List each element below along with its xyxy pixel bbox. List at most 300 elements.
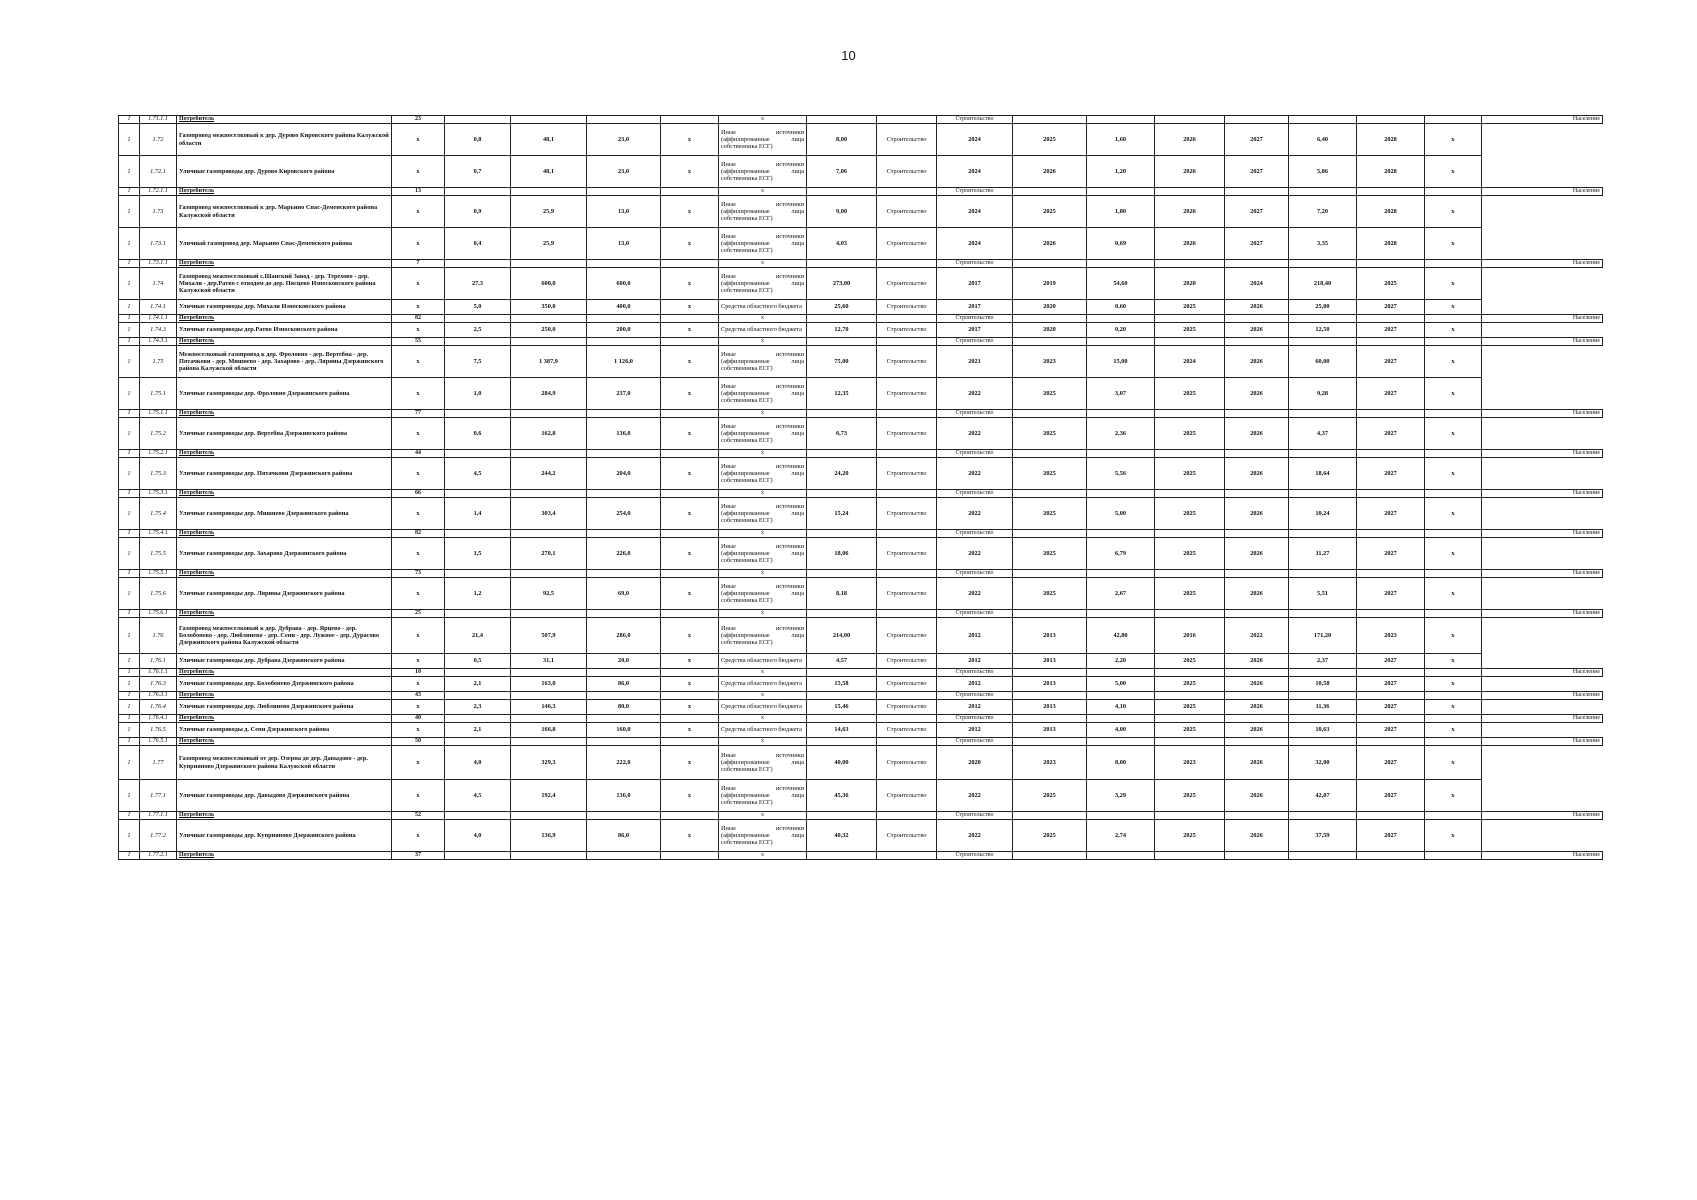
row-number: 1.72 xyxy=(140,124,177,156)
value-cell: 146,3 xyxy=(511,700,587,715)
value-cell: 2025 xyxy=(1013,458,1087,490)
table-cell xyxy=(661,692,719,700)
table-cell xyxy=(1225,490,1289,498)
value-cell: 2,67 xyxy=(1087,578,1155,610)
table-cell xyxy=(1013,610,1087,618)
value-cell: 2025 xyxy=(1155,538,1225,570)
table-cell xyxy=(445,530,511,538)
table-cell xyxy=(511,738,587,746)
table-cell xyxy=(445,692,511,700)
value-cell: 80,0 xyxy=(587,700,661,715)
table-cell xyxy=(807,410,877,418)
value-cell: 2025 xyxy=(1155,780,1225,812)
table-cell xyxy=(1425,812,1482,820)
value-cell: x xyxy=(1425,780,1482,812)
row-number: 1.76.3.1 xyxy=(140,692,177,700)
value-cell: x xyxy=(661,156,719,188)
value-cell: 4,0 xyxy=(445,746,511,780)
table-cell xyxy=(1013,188,1087,196)
value-cell: 2026 xyxy=(1225,498,1289,530)
level-cell: 1 xyxy=(119,418,140,450)
table-cell xyxy=(877,260,937,268)
value-cell: 2025 xyxy=(1155,723,1225,738)
object-name: Газопровод межпоселковый к дер. Дурово Кировского района Калужской области xyxy=(177,124,392,156)
table-cell xyxy=(511,490,587,498)
value-cell: 286,0 xyxy=(587,618,661,654)
table-row xyxy=(119,300,1603,315)
value-cell: 2027 xyxy=(1357,346,1425,378)
table-cell xyxy=(1013,692,1087,700)
cost-cell: 8,00 xyxy=(807,124,877,156)
level-cell: 1 xyxy=(119,458,140,490)
value-cell: 163,0 xyxy=(511,677,587,692)
table-cell xyxy=(1013,410,1087,418)
value-cell: x xyxy=(392,654,445,669)
table-cell xyxy=(1357,410,1425,418)
table-cell xyxy=(445,669,511,677)
value-cell: 2027 xyxy=(1225,124,1289,156)
object-name: Уличные газопроводы дер. Пятачкови Дзержинского района xyxy=(177,458,392,490)
value-cell: 21,4 xyxy=(445,618,511,654)
table-cell xyxy=(877,669,937,677)
work-type: Строительство xyxy=(877,700,937,715)
funding-source: Иные источники (аффилированные лица собственника ЕСГ) xyxy=(719,346,807,378)
population-label: Население xyxy=(1482,450,1603,458)
value-cell: x xyxy=(1425,196,1482,228)
object-name: Уличные газопроводы дер. Мишнево Дзержинского района xyxy=(177,498,392,530)
value-cell: 2,1 xyxy=(445,723,511,738)
value-cell: 86,0 xyxy=(587,820,661,852)
value-cell: x xyxy=(392,458,445,490)
table-cell xyxy=(511,410,587,418)
consumer-label: Потребитель xyxy=(177,530,392,538)
object-name: Уличные газопроводы дер. Вертебна Дзержинского района xyxy=(177,418,392,450)
value-cell: 12,50 xyxy=(1289,323,1357,338)
value-cell: 0,20 xyxy=(1087,323,1155,338)
table-cell xyxy=(587,450,661,458)
table-cell xyxy=(1155,669,1225,677)
value-cell: 2025 xyxy=(1013,820,1087,852)
level-cell: 1 xyxy=(119,378,140,410)
row-number: 1.75.3 xyxy=(140,458,177,490)
table-cell xyxy=(1357,715,1425,723)
table-cell xyxy=(807,570,877,578)
value-cell: 2026 xyxy=(1225,820,1289,852)
table-cell xyxy=(807,692,877,700)
consumer-row xyxy=(119,669,1603,677)
object-name: Уличные газопроводы д. Сени Дзержинского района xyxy=(177,723,392,738)
work-type: Строительство xyxy=(877,196,937,228)
value-cell: 136,0 xyxy=(587,418,661,450)
object-name: Уличные газопроводы дер. Лярины Дзержинского района xyxy=(177,578,392,610)
table-cell xyxy=(1087,852,1155,860)
value-cell: 25,9 xyxy=(511,228,587,260)
value-cell: 2026 xyxy=(1013,156,1087,188)
row-number: 1.71.1.1 xyxy=(140,116,177,124)
table-cell xyxy=(1357,338,1425,346)
consumer-row xyxy=(119,812,1603,820)
cost-cell: 214,00 xyxy=(807,618,877,654)
table-cell xyxy=(1087,530,1155,538)
row-number: 1.72.1.1 xyxy=(140,188,177,196)
table-row xyxy=(119,618,1603,654)
table-cell xyxy=(1357,669,1425,677)
funding-source: Средства областного бюджета xyxy=(719,323,807,338)
table-row xyxy=(119,228,1603,260)
cost-cell: 4,57 xyxy=(807,654,877,669)
table-cell xyxy=(1425,715,1482,723)
table-cell xyxy=(1155,570,1225,578)
table-cell xyxy=(587,530,661,538)
table-cell xyxy=(1225,315,1289,323)
level-cell: 1 xyxy=(119,692,140,700)
level-cell: 1 xyxy=(119,610,140,618)
population-label: Население xyxy=(1482,530,1603,538)
row-number: 1.75.6.1 xyxy=(140,610,177,618)
value-cell: 2025 xyxy=(1013,124,1087,156)
table-cell xyxy=(1289,715,1357,723)
work-type: Строительство xyxy=(877,300,937,315)
value-cell: 136,9 xyxy=(511,820,587,852)
value-cell: x xyxy=(1425,458,1482,490)
table-cell xyxy=(1155,260,1225,268)
value-cell: 2025 xyxy=(1155,700,1225,715)
work-type: Строительство xyxy=(937,315,1013,323)
table-cell xyxy=(1155,852,1225,860)
value-cell: 0,8 xyxy=(445,124,511,156)
table-cell xyxy=(1289,116,1357,124)
row-number: 1.77.2 xyxy=(140,820,177,852)
value-cell: 2017 xyxy=(937,300,1013,315)
object-name: Газопровод межпоселковый с.Шанский Завод - дер. Терехово - дер. Михали - дер.Ратво с отводом до дер. Пясцево Износковского района Калужской области xyxy=(177,268,392,300)
value-cell: x xyxy=(1425,228,1482,260)
value-cell: 2020 xyxy=(1013,323,1087,338)
row-number: 1.77.1.1 xyxy=(140,812,177,820)
value-cell: 329,3 xyxy=(511,746,587,780)
work-type: Строительство xyxy=(877,677,937,692)
funding-source: Средства областного бюджета xyxy=(719,300,807,315)
funding-source: Иные источники (аффилированные лица собственника ЕСГ) xyxy=(719,820,807,852)
table-cell xyxy=(1289,852,1357,860)
table-row xyxy=(119,723,1603,738)
value-cell: 2020 xyxy=(1013,300,1087,315)
object-name: Уличные газопроводы дер. Болобонево Дзержинского района xyxy=(177,677,392,692)
table-cell xyxy=(587,669,661,677)
value-cell: 244,2 xyxy=(511,458,587,490)
table-cell xyxy=(1425,450,1482,458)
consumer-row xyxy=(119,610,1603,618)
work-type: Строительство xyxy=(877,418,937,450)
value-cell: 2023 xyxy=(1013,346,1087,378)
value-cell: 4,10 xyxy=(1087,700,1155,715)
value-cell: 2027 xyxy=(1357,820,1425,852)
value-cell: 5,00 xyxy=(1087,498,1155,530)
table-cell xyxy=(445,410,511,418)
table-cell xyxy=(877,338,937,346)
value-cell: 25,9 xyxy=(511,196,587,228)
table-cell xyxy=(1013,116,1087,124)
table-row xyxy=(119,820,1603,852)
consumer-label: Потребитель xyxy=(177,315,392,323)
funding-source: Иные источники (аффилированные лица собственника ЕСГ) xyxy=(719,156,807,188)
value-cell: 507,9 xyxy=(511,618,587,654)
work-type: Строительство xyxy=(877,228,937,260)
value-cell: x xyxy=(392,700,445,715)
level-cell: 1 xyxy=(119,498,140,530)
value-cell: 42,07 xyxy=(1289,780,1357,812)
value-cell: 1 126,0 xyxy=(587,346,661,378)
table-cell xyxy=(661,410,719,418)
value-cell: 192,4 xyxy=(511,780,587,812)
value-cell: 136,0 xyxy=(587,780,661,812)
level-cell: 1 xyxy=(119,677,140,692)
level-cell: 1 xyxy=(119,538,140,570)
value-cell: 7,20 xyxy=(1289,196,1357,228)
table-cell xyxy=(511,530,587,538)
value-cell: x xyxy=(719,450,807,458)
value-cell: 48,1 xyxy=(511,124,587,156)
table-cell xyxy=(445,852,511,860)
value-cell: 2028 xyxy=(1357,156,1425,188)
table-cell xyxy=(1013,315,1087,323)
value-cell: x xyxy=(661,538,719,570)
table-cell xyxy=(587,188,661,196)
table-cell xyxy=(807,450,877,458)
table-row xyxy=(119,780,1603,812)
value-cell: 31,1 xyxy=(511,654,587,669)
value-cell: x xyxy=(1425,538,1482,570)
value-cell: 0,6 xyxy=(445,418,511,450)
value-cell: 11,36 xyxy=(1289,700,1357,715)
value-cell: x xyxy=(719,188,807,196)
value-cell: 1 387,9 xyxy=(511,346,587,378)
table-cell xyxy=(1013,260,1087,268)
table-cell xyxy=(1225,338,1289,346)
value-cell: x xyxy=(392,323,445,338)
funding-source: Средства областного бюджета xyxy=(719,723,807,738)
work-type: Строительство xyxy=(937,410,1013,418)
consumer-count: 37 xyxy=(392,852,445,860)
value-cell: 86,0 xyxy=(587,677,661,692)
value-cell: 2,36 xyxy=(1087,418,1155,450)
value-cell: 1,2 xyxy=(445,578,511,610)
value-cell: x xyxy=(392,746,445,780)
level-cell: 1 xyxy=(119,780,140,812)
cost-cell: 15,58 xyxy=(807,677,877,692)
value-cell: 2027 xyxy=(1357,746,1425,780)
cost-cell: 24,20 xyxy=(807,458,877,490)
consumer-label: Потребитель xyxy=(177,490,392,498)
consumer-row xyxy=(119,450,1603,458)
value-cell: 171,20 xyxy=(1289,618,1357,654)
table-cell xyxy=(1155,715,1225,723)
value-cell: 2025 xyxy=(1155,378,1225,410)
value-cell: x xyxy=(392,677,445,692)
population-label: Население xyxy=(1482,490,1603,498)
table-cell xyxy=(1289,530,1357,538)
table-cell xyxy=(1087,715,1155,723)
object-name: Уличные газопроводы дер. Куприяново Дзержинского района xyxy=(177,820,392,852)
table-cell xyxy=(1357,610,1425,618)
consumer-row xyxy=(119,692,1603,700)
table-cell xyxy=(1425,188,1482,196)
table-row xyxy=(119,538,1603,570)
value-cell: 2017 xyxy=(937,323,1013,338)
value-cell: x xyxy=(1425,654,1482,669)
value-cell: 10,58 xyxy=(1289,677,1357,692)
value-cell: 2025 xyxy=(1155,458,1225,490)
table-cell xyxy=(1357,692,1425,700)
consumer-count: 82 xyxy=(392,530,445,538)
cost-cell: 9,00 xyxy=(807,196,877,228)
value-cell: x xyxy=(719,260,807,268)
table-cell xyxy=(661,570,719,578)
table-cell xyxy=(1087,188,1155,196)
work-type: Строительство xyxy=(937,715,1013,723)
level-cell: 1 xyxy=(119,723,140,738)
value-cell: 23,0 xyxy=(587,124,661,156)
table-cell xyxy=(1087,692,1155,700)
consumer-count: 52 xyxy=(392,812,445,820)
value-cell: 2012 xyxy=(937,700,1013,715)
table-cell xyxy=(1013,490,1087,498)
table-cell xyxy=(1289,260,1357,268)
level-cell: 1 xyxy=(119,490,140,498)
value-cell: x xyxy=(719,410,807,418)
table-cell xyxy=(587,260,661,268)
level-cell: 1 xyxy=(119,578,140,610)
table-row xyxy=(119,156,1603,188)
work-type: Строительство xyxy=(937,530,1013,538)
cost-cell: 40,00 xyxy=(807,746,877,780)
value-cell: x xyxy=(392,780,445,812)
gas-pipeline-table xyxy=(118,115,1603,860)
value-cell: 92,5 xyxy=(511,578,587,610)
table-cell xyxy=(807,530,877,538)
work-type: Строительство xyxy=(937,738,1013,746)
table-cell xyxy=(1357,188,1425,196)
level-cell: 1 xyxy=(119,570,140,578)
table-cell xyxy=(1357,852,1425,860)
value-cell: 400,0 xyxy=(587,300,661,315)
table-cell xyxy=(1357,315,1425,323)
level-cell: 1 xyxy=(119,260,140,268)
table-cell xyxy=(1289,490,1357,498)
table-cell xyxy=(1225,852,1289,860)
table-cell xyxy=(511,116,587,124)
value-cell: x xyxy=(661,323,719,338)
table-cell xyxy=(661,738,719,746)
funding-source: Иные источники (аффилированные лица собственника ЕСГ) xyxy=(719,458,807,490)
table-cell xyxy=(1087,338,1155,346)
table-cell xyxy=(1013,669,1087,677)
table-cell xyxy=(1155,188,1225,196)
value-cell: x xyxy=(719,669,807,677)
value-cell: 2022 xyxy=(937,820,1013,852)
table-cell xyxy=(807,738,877,746)
table-cell xyxy=(1087,669,1155,677)
value-cell: 2012 xyxy=(937,654,1013,669)
value-cell: 3,07 xyxy=(1087,378,1155,410)
value-cell: x xyxy=(1425,300,1482,315)
table-cell xyxy=(511,852,587,860)
value-cell: x xyxy=(719,852,807,860)
table-cell xyxy=(877,490,937,498)
value-cell: 1,5 xyxy=(445,538,511,570)
table-cell xyxy=(587,315,661,323)
row-number: 1.75.5.1 xyxy=(140,570,177,578)
row-number: 1.74.3.1 xyxy=(140,338,177,346)
population-label: Население xyxy=(1482,852,1603,860)
value-cell: x xyxy=(392,418,445,450)
value-cell: 2,3 xyxy=(445,700,511,715)
value-cell: x xyxy=(661,346,719,378)
table-cell xyxy=(1225,116,1289,124)
value-cell: 2028 xyxy=(1357,124,1425,156)
table-cell xyxy=(807,338,877,346)
table-row xyxy=(119,124,1603,156)
population-label: Население xyxy=(1482,338,1603,346)
value-cell: x xyxy=(1425,268,1482,300)
row-number: 1.73 xyxy=(140,196,177,228)
value-cell: 2026 xyxy=(1155,124,1225,156)
value-cell: x xyxy=(392,124,445,156)
value-cell: 1,0 xyxy=(445,378,511,410)
table-cell xyxy=(445,260,511,268)
table-cell xyxy=(807,188,877,196)
consumer-row xyxy=(119,410,1603,418)
table-cell xyxy=(1155,738,1225,746)
level-cell: 1 xyxy=(119,669,140,677)
row-number: 1.73.1.1 xyxy=(140,260,177,268)
value-cell: 2019 xyxy=(1013,268,1087,300)
row-number: 1.74.1.1 xyxy=(140,315,177,323)
value-cell: 200,0 xyxy=(587,323,661,338)
table-cell xyxy=(1225,188,1289,196)
value-cell: 2024 xyxy=(937,124,1013,156)
work-type: Строительство xyxy=(877,323,937,338)
value-cell: 2022 xyxy=(1225,618,1289,654)
page-number: 10 xyxy=(841,48,856,63)
value-cell: 3,29 xyxy=(1087,780,1155,812)
work-type: Строительство xyxy=(877,458,937,490)
value-cell: 303,4 xyxy=(511,498,587,530)
value-cell: 162,8 xyxy=(511,418,587,450)
value-cell: 1,80 xyxy=(1087,196,1155,228)
table-cell xyxy=(1225,610,1289,618)
value-cell: 2026 xyxy=(1225,378,1289,410)
level-cell: 1 xyxy=(119,300,140,315)
value-cell: 2023 xyxy=(1013,746,1087,780)
value-cell: 2027 xyxy=(1357,418,1425,450)
row-number: 1.75.2.1 xyxy=(140,450,177,458)
table-cell xyxy=(587,570,661,578)
value-cell: 2025 xyxy=(1155,498,1225,530)
value-cell: 42,80 xyxy=(1087,618,1155,654)
level-cell: 1 xyxy=(119,268,140,300)
level-cell: 1 xyxy=(119,228,140,260)
table-cell xyxy=(511,669,587,677)
cost-cell: 14,63 xyxy=(807,723,877,738)
table-cell xyxy=(445,490,511,498)
value-cell: 2025 xyxy=(1013,780,1087,812)
value-cell: 13,0 xyxy=(587,196,661,228)
value-cell: x xyxy=(661,418,719,450)
level-cell: 1 xyxy=(119,654,140,669)
table-cell xyxy=(1013,570,1087,578)
population-label: Население xyxy=(1482,738,1603,746)
table-cell xyxy=(1425,490,1482,498)
